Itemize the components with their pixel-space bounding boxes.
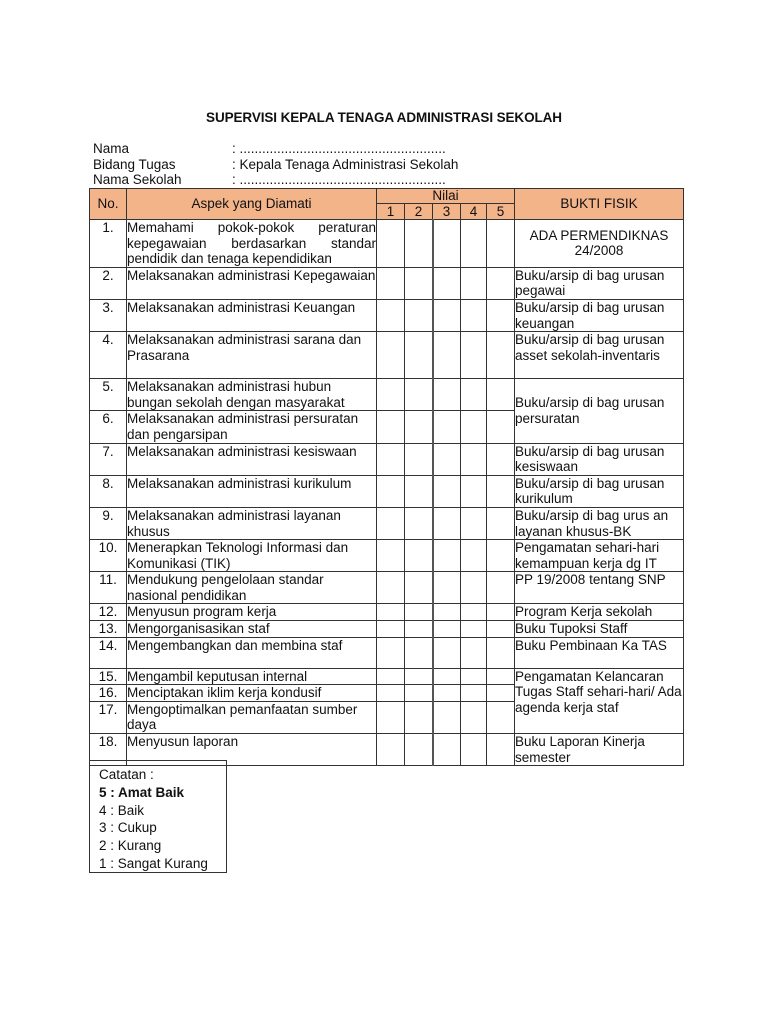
row-aspek: Mengoptimalkan pemanfaatan sumber daya <box>127 701 377 733</box>
score-cell-3[interactable] <box>433 701 461 733</box>
notes-item: 2 : Kurang <box>99 838 162 854</box>
row-bukti: Pengamatan sehari-hari kemampuan kerja dg IT <box>515 540 684 572</box>
header-aspek: Aspek yang Diamati <box>127 189 377 220</box>
score-cell-1[interactable] <box>377 332 405 379</box>
table-row <box>90 637 684 668</box>
score-cell-2[interactable] <box>405 604 433 621</box>
row-bukti: Buku/arsip di bag urusan persuratan <box>515 379 684 443</box>
row-aspek: Melaksanakan administrasi sarana dan Prasarana <box>127 332 377 379</box>
score-cell-5[interactable] <box>487 411 515 443</box>
score-cell-2[interactable] <box>405 540 433 572</box>
notes-item: 3 : Cukup <box>99 820 157 836</box>
score-cell-4[interactable] <box>461 299 487 331</box>
score-cell-5[interactable] <box>487 621 515 638</box>
row-number: 15. <box>90 668 127 685</box>
row-aspek: Melaksanakan administrasi hubun bungan sekolah dengan masyarakat <box>127 379 377 411</box>
row-aspek: Menciptakan iklim kerja kondusif <box>127 685 377 702</box>
score-cell-4[interactable] <box>461 604 487 621</box>
info-value: : ....................................................... <box>232 141 446 156</box>
score-cell-2[interactable] <box>405 507 433 539</box>
row-number: 3. <box>90 299 127 331</box>
score-cell-4[interactable] <box>461 685 487 702</box>
supervision-table <box>89 188 684 766</box>
notes-item: 5 : Amat Baik <box>99 784 185 800</box>
score-cell-2[interactable] <box>405 443 433 475</box>
score-cell-2[interactable] <box>405 299 433 331</box>
score-cell-1[interactable] <box>377 507 405 539</box>
row-bukti: Buku/arsip di bag urusan kesiswaan <box>515 443 684 475</box>
row-number: 6. <box>90 411 127 443</box>
table-row <box>90 220 684 268</box>
row-bukti: Pengamatan Kelancaran Tugas Staff sehari-hari/ Ada agenda kerja staf <box>515 668 684 733</box>
score-cell-3[interactable] <box>433 411 461 443</box>
score-cell-1[interactable] <box>377 540 405 572</box>
score-cell-5[interactable] <box>487 685 515 702</box>
score-cell-4[interactable] <box>461 572 487 604</box>
row-number: 7. <box>90 443 127 475</box>
score-cell-4[interactable] <box>461 379 487 411</box>
score-cell-1[interactable] <box>377 572 405 604</box>
table-row <box>90 475 684 507</box>
info-value: : Kepala Tenaga Administrasi Sekolah <box>232 156 459 172</box>
row-aspek: Melaksanakan administrasi layanan khusus <box>127 507 377 539</box>
info-block <box>93 141 458 188</box>
score-cell-3[interactable] <box>433 637 461 668</box>
table-row <box>90 379 684 411</box>
header-score-5: 5 <box>487 204 515 220</box>
table-row <box>90 507 684 539</box>
score-cell-1[interactable] <box>377 411 405 443</box>
score-cell-5[interactable] <box>487 379 515 411</box>
header-nilai: Nilai <box>377 189 515 204</box>
table-row <box>90 299 684 331</box>
row-number: 2. <box>90 267 127 299</box>
row-bukti: Buku Tupoksi Staff <box>515 621 684 638</box>
score-cell-4[interactable] <box>461 220 487 268</box>
table-row <box>90 332 684 379</box>
score-cell-3[interactable] <box>433 507 461 539</box>
row-number: 4. <box>90 332 127 379</box>
score-cell-4[interactable] <box>461 332 487 379</box>
row-number: 5. <box>90 379 127 411</box>
row-bukti: Buku Laporan Kinerja semester <box>515 734 684 766</box>
score-cell-5[interactable] <box>487 299 515 331</box>
score-cell-1[interactable] <box>377 299 405 331</box>
notes-item: 1 : Sangat Kurang <box>99 855 208 871</box>
score-cell-5[interactable] <box>487 267 515 299</box>
table-row <box>90 668 684 685</box>
score-cell-2[interactable] <box>405 332 433 379</box>
score-cell-3[interactable] <box>433 621 461 638</box>
row-aspek: Menyusun program kerja <box>127 604 377 621</box>
score-cell-2[interactable] <box>405 572 433 604</box>
row-number: 8. <box>90 475 127 507</box>
score-cell-2[interactable] <box>405 668 433 685</box>
score-cell-2[interactable] <box>405 379 433 411</box>
score-cell-2[interactable] <box>405 267 433 299</box>
score-cell-2[interactable] <box>405 637 433 668</box>
row-number: 1. <box>90 220 127 268</box>
score-cell-1[interactable] <box>377 701 405 733</box>
row-number: 14. <box>90 637 127 668</box>
table-row <box>90 540 684 572</box>
header-score-4: 4 <box>461 204 487 220</box>
score-cell-1[interactable] <box>377 621 405 638</box>
row-bukti: Buku/arsip di bag urusan kurikulum <box>515 475 684 507</box>
score-cell-5[interactable] <box>487 507 515 539</box>
info-row-bidang-tugas <box>93 157 458 173</box>
score-cell-3[interactable] <box>433 604 461 621</box>
score-cell-5[interactable] <box>487 220 515 268</box>
row-bukti: Buku/arsip di bag urusan asset sekolah-inventaris <box>515 332 684 379</box>
score-cell-5[interactable] <box>487 475 515 507</box>
row-bukti: Buku/arsip di bag urus an layanan khusus-BK <box>515 507 684 539</box>
score-cell-2[interactable] <box>405 220 433 268</box>
score-cell-4[interactable] <box>461 507 487 539</box>
row-aspek: Melaksanakan administrasi persuratan dan pengarsipan <box>127 411 377 443</box>
row-number: 16. <box>90 685 127 702</box>
row-aspek: Mengorganisasikan staf <box>127 621 377 638</box>
header-no: No. <box>90 189 127 220</box>
score-cell-1[interactable] <box>377 379 405 411</box>
score-cell-3[interactable] <box>433 267 461 299</box>
score-cell-3[interactable] <box>433 332 461 379</box>
score-cell-1[interactable] <box>377 220 405 268</box>
score-cell-3[interactable] <box>433 734 461 766</box>
score-cell-1[interactable] <box>377 267 405 299</box>
row-number: 10. <box>90 540 127 572</box>
table-row <box>90 604 684 621</box>
score-cell-4[interactable] <box>461 540 487 572</box>
score-cell-4[interactable] <box>461 475 487 507</box>
score-cell-1[interactable] <box>377 734 405 766</box>
score-cell-3[interactable] <box>433 572 461 604</box>
notes-box <box>89 760 227 873</box>
score-cell-1[interactable] <box>377 668 405 685</box>
row-number: 12. <box>90 604 127 621</box>
score-cell-3[interactable] <box>433 475 461 507</box>
info-label: Nama <box>93 141 130 156</box>
row-aspek: Melaksanakan administrasi kurikulum <box>127 475 377 507</box>
score-cell-2[interactable] <box>405 475 433 507</box>
row-aspek: Melaksanakan administrasi kesiswaan <box>127 443 377 475</box>
row-number: 11. <box>90 572 127 604</box>
row-number: 18. <box>90 734 127 766</box>
score-cell-5[interactable] <box>487 604 515 621</box>
notes-heading: Catatan : <box>99 767 154 782</box>
score-cell-2[interactable] <box>405 685 433 702</box>
row-bukti: ADA PERMENDIKNAS 24/2008 <box>515 220 684 268</box>
row-aspek: Mengambil keputusan internal <box>127 668 377 685</box>
row-aspek: Mendukung pengelolaan standar nasional pendidikan <box>127 572 377 604</box>
score-cell-3[interactable] <box>433 668 461 685</box>
row-aspek: Mengembangkan dan membina staf <box>127 637 377 668</box>
score-cell-4[interactable] <box>461 267 487 299</box>
score-cell-3[interactable] <box>433 685 461 702</box>
score-cell-5[interactable] <box>487 572 515 604</box>
score-cell-2[interactable] <box>405 411 433 443</box>
notes-item: 4 : Baik <box>99 802 145 818</box>
score-cell-3[interactable] <box>433 220 461 268</box>
header-score-3: 3 <box>433 204 461 220</box>
score-cell-3[interactable] <box>433 379 461 411</box>
score-cell-5[interactable] <box>487 734 515 766</box>
table-row <box>90 267 684 299</box>
header-score-2: 2 <box>405 204 433 220</box>
score-cell-4[interactable] <box>461 668 487 685</box>
score-cell-5[interactable] <box>487 443 515 475</box>
score-cell-1[interactable] <box>377 604 405 621</box>
row-aspek: Melaksanakan administrasi Kepegawaian <box>127 267 377 299</box>
row-aspek: Memahami pokok-pokok peraturan kepegawaian berdasarkan standar pendidik dan tenaga kependidikan <box>127 220 376 267</box>
info-label: Nama Sekolah <box>93 172 182 187</box>
score-cell-4[interactable] <box>461 734 487 766</box>
score-cell-2[interactable] <box>405 734 433 766</box>
score-cell-5[interactable] <box>487 637 515 668</box>
score-cell-4[interactable] <box>461 637 487 668</box>
row-number: 17. <box>90 701 127 733</box>
score-cell-4[interactable] <box>461 443 487 475</box>
header-bukti-fisik: BUKTI FISIK <box>515 189 684 220</box>
row-number: 9. <box>90 507 127 539</box>
table-row <box>90 572 684 604</box>
row-bukti: PP 19/2008 tentang SNP <box>515 572 684 604</box>
score-cell-5[interactable] <box>487 668 515 685</box>
score-cell-5[interactable] <box>487 701 515 733</box>
score-cell-3[interactable] <box>433 540 461 572</box>
row-aspek: Menerapkan Teknologi Informasi dan Komunikasi (TIK) <box>127 540 377 572</box>
info-label: Bidang Tugas <box>93 156 176 172</box>
score-cell-5[interactable] <box>487 540 515 572</box>
row-bukti: Buku Pembinaan Ka TAS <box>515 637 684 668</box>
row-number: 13. <box>90 621 127 638</box>
info-row-nama <box>93 141 458 157</box>
score-cell-1[interactable] <box>377 637 405 668</box>
score-cell-3[interactable] <box>433 443 461 475</box>
table-row <box>90 443 684 475</box>
score-cell-1[interactable] <box>377 475 405 507</box>
score-cell-2[interactable] <box>405 701 433 733</box>
info-row-nama-sekolah <box>93 172 458 188</box>
score-cell-4[interactable] <box>461 411 487 443</box>
row-bukti: Buku/arsip di bag urusan keuangan <box>515 299 684 331</box>
document-title: SUPERVISI KEPALA TENAGA ADMINISTRASI SEKOLAH <box>206 110 562 125</box>
score-cell-1[interactable] <box>377 685 405 702</box>
table-row <box>90 621 684 638</box>
score-cell-4[interactable] <box>461 701 487 733</box>
row-aspek: Melaksanakan administrasi Keuangan <box>127 299 377 331</box>
score-cell-3[interactable] <box>433 299 461 331</box>
row-bukti: Buku/arsip di bag urusan pegawai <box>515 267 684 299</box>
score-cell-5[interactable] <box>487 332 515 379</box>
score-cell-4[interactable] <box>461 621 487 638</box>
info-value: : ....................................................... <box>232 172 446 187</box>
score-cell-2[interactable] <box>405 621 433 638</box>
row-aspek: Menyusun laporan <box>127 734 377 766</box>
score-cell-1[interactable] <box>377 443 405 475</box>
row-bukti: Program Kerja sekolah <box>515 604 684 621</box>
header-score-1: 1 <box>377 204 405 220</box>
